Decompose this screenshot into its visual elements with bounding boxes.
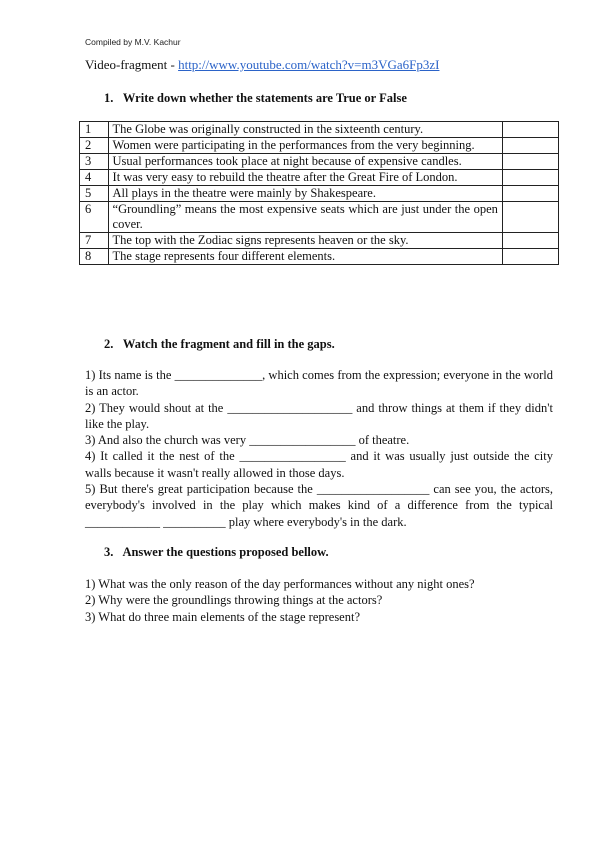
questions-list <box>85 576 553 625</box>
section-2-title: Watch the fragment and fill in the gaps. <box>122 337 335 351</box>
compiler-credit: Compiled by M.V. Kachur <box>85 37 181 47</box>
statement-number: 8 <box>80 249 109 265</box>
statement-text: The top with the Zodiac signs represents heaven or the sky. <box>108 233 502 249</box>
true-false-table <box>79 121 559 265</box>
statement-text: The Globe was originally constructed in the sixteenth century. <box>108 122 502 138</box>
answer-cell[interactable] <box>502 122 558 138</box>
table-row <box>80 202 559 233</box>
answer-cell[interactable] <box>502 233 558 249</box>
gap-fill-exercise <box>85 367 553 530</box>
answer-cell[interactable] <box>502 138 558 154</box>
video-link[interactable]: http://www.youtube.com/watch?v=m3VGa6Fp3zI <box>178 57 440 72</box>
statement-number: 1 <box>80 122 109 138</box>
table-row <box>80 249 559 265</box>
question-item: 3) What do three main elements of the stage represent? <box>85 609 361 624</box>
gap-item: 2) They would shout at the ____________________ and throw things at them if they didn't like the play. <box>85 400 553 431</box>
statement-number: 3 <box>80 154 109 170</box>
table-row <box>80 186 559 202</box>
section-3-title: Answer the questions proposed bellow. <box>122 545 329 559</box>
statement-text: Usual performances took place at night because of expensive candles. <box>108 154 502 170</box>
question-item: 2) Why were the groundlings throwing things at the actors? <box>85 593 383 608</box>
statement-text: It was very easy to rebuild the theatre after the Great Fire of London. <box>108 170 502 186</box>
statement-number: 2 <box>80 138 109 154</box>
statement-text: All plays in the theatre were mainly by Shakespeare. <box>108 186 502 202</box>
gap-item: 5) But there's great participation because the __________________ can see you, the actors, everybody's involved in the play which makes kind of a difference from the typical ____________ __________ play where everybody's in the dark. <box>85 482 553 529</box>
section-1-heading <box>104 91 407 106</box>
section-3-heading <box>104 545 329 560</box>
statement-text: Women were participating in the performances from the very beginning. <box>108 138 502 154</box>
statement-number: 7 <box>80 233 109 249</box>
gap-item: 3) And also the church was very _________________ of theatre. <box>85 433 410 448</box>
statement-number: 6 <box>80 202 109 233</box>
answer-cell[interactable] <box>502 154 558 170</box>
statement-text: The stage represents four different elements. <box>108 249 502 265</box>
gap-item: 1) Its name is the ______________, which comes from the expression; everyone in the world is an actor. <box>85 368 553 399</box>
video-fragment-line <box>85 57 439 73</box>
question-item: 1) What was the only reason of the day performances without any night ones? <box>85 577 475 591</box>
statement-number: 4 <box>80 170 109 186</box>
table-row <box>80 138 559 154</box>
statement-number: 5 <box>80 186 109 202</box>
table-row <box>80 122 559 138</box>
answer-cell[interactable] <box>502 186 558 202</box>
section-1-title: Write down whether the statements are True or False <box>122 91 407 105</box>
gap-item: 4) It called it the nest of the _________________ and it was usually just outside the city walls because it wasn't really allowed in those days. <box>85 449 553 480</box>
answer-cell[interactable] <box>502 170 558 186</box>
table-row <box>80 154 559 170</box>
table-row <box>80 233 559 249</box>
section-2-number: 2. <box>104 337 114 351</box>
table-row <box>80 170 559 186</box>
answer-cell[interactable] <box>502 202 558 233</box>
section-1-number: 1. <box>104 91 114 105</box>
section-2-heading <box>104 337 335 352</box>
statement-text: “Groundling” means the most expensive seats which are just under the open cover. <box>108 202 502 233</box>
section-3-number: 3. <box>104 545 114 559</box>
answer-cell[interactable] <box>502 249 558 265</box>
video-label: Video-fragment - <box>85 57 179 72</box>
